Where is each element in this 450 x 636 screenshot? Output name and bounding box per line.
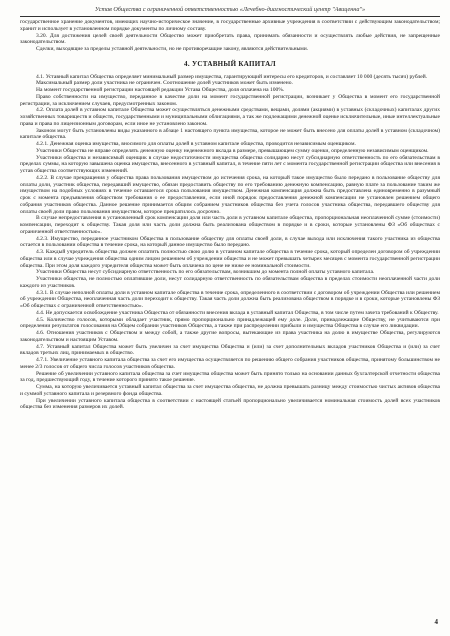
paragraph: 4.3. Каждый учредитель общества должен оплатить полностью свою долю в уставном капитале общества в течение срока, который определен договором об учреждении общества или в случае учреждения общества одним лицом решением об учреждении общества и не может превышать четырех месяцев с момента государственной регистрации общества. При этом доля каждого учредителя общества может быть оплачена по цене не ниже ее номинальной стоимости. [20,249,440,269]
paragraph: государственное хранение документов, имеющих научно-историческое значение, в государственные архивные учреждения в соответствии с действующим законодательством; хранит и использует в установленном порядке документы по личному составу. [20,19,440,32]
paragraph: 4.7. Уставный капитал Общества может быть увеличен за счет имущества Общества и (или) за счет дополнительных вкладов участников Общества и (или) за счет вкладов третьих лиц, принимаемых в общество. [20,343,440,357]
document-body [20,19,440,411]
paragraph: Участники Общества не вправе определять денежную оценку неденежного вклада в размере, превышающем сумму оценки, определенную независимым оценщиком. [36,147,429,154]
paragraph: Законом могут быть установлены виды указанного в абзаце 1 настоящего пункта имущества, которое не может быть внесено для оплаты долей в уставном (складочном) капитале общества. [20,127,440,141]
paragraph: 4.3.1. В случае неполной оплаты доли в уставном капитале общества в течение срока, определенного в соответствии с договором об учреждении Общества или решением об учреждении Общества, неоплаченная часть доли переходит к обществу. Такая часть доли должна быть реализована обществом в порядке и в сроки, которые установлены ФЗ «Об обществах с ограниченной ответственностью». [20,289,440,309]
paragraph: При увеличении уставного капитала общества в соответствии с настоящей статьей пропорционально увеличивается номинальная стоимость долей всех участников общества без изменения размеров их долей. [20,397,440,411]
paragraph: 4.6. Отношения участников с Обществом и между собой, а также другие вопросы, вытекающие из права участника на долю в имуществе Общества, регулируются законодательством и настоящим Уставом. [20,330,440,343]
paragraph: 4.7.1. Увеличение уставного капитала общества за счет его имущества осуществляется по решению общего собрания участников общества, принятому большинством не менее 2/3 голосов от общего числа голосов участников общества. [20,357,440,370]
paragraph: Сделки, выходящие за пределы уставной деятельности, но не противоречащие закону, являются действительными. [36,46,309,52]
paragraph: На момент государственной регистрации настоящей редакции Устава Общества, доля оплачена на 100%. [36,87,285,93]
paragraph: Участники Общества несут субсидиарную ответственность по его обязательствам, возникшим до момента полной оплаты уставного капитала. [36,269,375,276]
section-title: 4. УСТАВНЫЙ КАПИТАЛ [184,59,276,68]
paragraph: 4.2.1. Денежная оценка имущества, вносимого для оплаты долей в уставном капитале общества, проводится независимым оценщиком. [36,141,356,147]
paragraph: 4.2.2. В случае прекращения у общества права пользования имуществом до истечения срока, на который такое имущество было передано в пользование обществу для оплаты доли, участник общества, передавший имущество, обязан предоставить обществу по его требованию денежную компенсацию, равную плате за пользование таким же имуществом на подобных условиях в течение оставшегося срока пользования имуществом. Денежная компенсация должна быть предоставлена единовременно в разумный срок с момента предъявления обществом требования о ее предоставлении, если иной порядок предоставления денежной компенсации не установлен решением общего собрания участников общества. Данное решение принимается общим собранием участников общества без учета голосов участника общества, передавшего обществу для оплаты своей доли право пользования имуществом, которое прекратилось досрочно. [20,174,440,215]
header-rule [20,16,440,17]
paragraph: В случае непредоставления в установленный срок компенсации доля или часть доли в уставном капитале общества, пропорциональная неоплаченной сумме (стоимости) компенсации, переходит к обществу. Такая доля или часть доли должна быть реализована обществом в порядке и в сроки, которые установлены ФЗ «Об обществах с ограниченной ответственностью». [20,215,440,235]
paragraph: Решение об увеличении уставного капитала общества за счет имущества общества может быть принято только на основании данных бухгалтерской отчетности общества за год, предшествующий году, в течение которого принято такое решение. [20,370,440,384]
page-number: 4 [434,618,438,626]
paragraph: Сумма, на которую увеличивается уставный капитал общества за счет имущества общества, не должна превышать разницу между стоимостью чистых активов общества и суммой уставного капитала и резервного фонда общества. [20,384,440,397]
paragraph: 4.4. Не допускается освобождение участника Общества от обязанности внесения вклада в уставный капитал Общества, в том числе путем зачета требований к Обществу. [36,309,439,316]
paragraph: 4.5. Количество голосов, которыми обладает участник, прямо пропорционально принадлежащей ему доле. Доли, принадлежащие Обществу, не учитываются при определении результатов голосования на Общем собрании участников Общества, а также при распределении прибыли и имущества Общества в случае его ликвидации. [20,316,440,330]
paragraph: 3.20. Для достижения целей своей деятельности Общество может приобретать права, принимать обязанности и осуществлять любые действия, не запрещенные законодательством. [20,32,440,46]
paragraph: 4.2.3. Имущество, переданное участником Общества в пользование обществу для оплаты своей доли, в случае выхода или исключения такого участника из общества остается в пользовании общества в течение срока, на который данное имущество было передано. [20,235,440,249]
paragraph: Право собственности на имущество, переданное в качестве доли на момент государственной регистрации, возникает у Общества в момент его государственной регистрации, за исключением случаев, предусмотренных законом. [20,93,440,107]
paragraph: Участники общества и независимый оценщик в случае недостаточности имущества общества солидарно несут субсидиарную ответственность по его обязательствам в пределах суммы, на которую завышена оценка имущества, внесенного в уставный капитал, в течение пяти лет с момента государственной регистрации общества или внесения в устав общества соответствующих изменений. [20,154,440,174]
paragraph: 4.1. Уставный капитал Общества определяет минимальный размер имущества, гарантирующий интересы его кредиторов, и составляет 10 000 (десять тысяч) рублей. [36,73,428,80]
running-header: Устав Общества с ограниченной ответственностью «Лечебно-диагностический центр "Авиценна"» [94,6,366,13]
paragraph: Максимальный размер доли участника не ограничен. Соотношение долей участников может быть изменено. [36,80,293,87]
paragraph: 4.2. Оплата долей в уставном капитале Общества может осуществляться денежными средствами, вещами, долями (акциями) в уставных (складочных) капиталах других хозяйственных товариществ и обществ, государственными и муниципальными облигациями, а так же подлежащими денежной оценке исключительные, иные интеллектуальные права и права по лицензионным договорам, если иное не установлено законом. [20,107,440,127]
paragraph: Участники общества, не полностью оплатившие доли, несут солидарную ответственность по обязательствам общества в пределах стоимости неоплаченной части доли каждого из участников. [20,276,440,289]
